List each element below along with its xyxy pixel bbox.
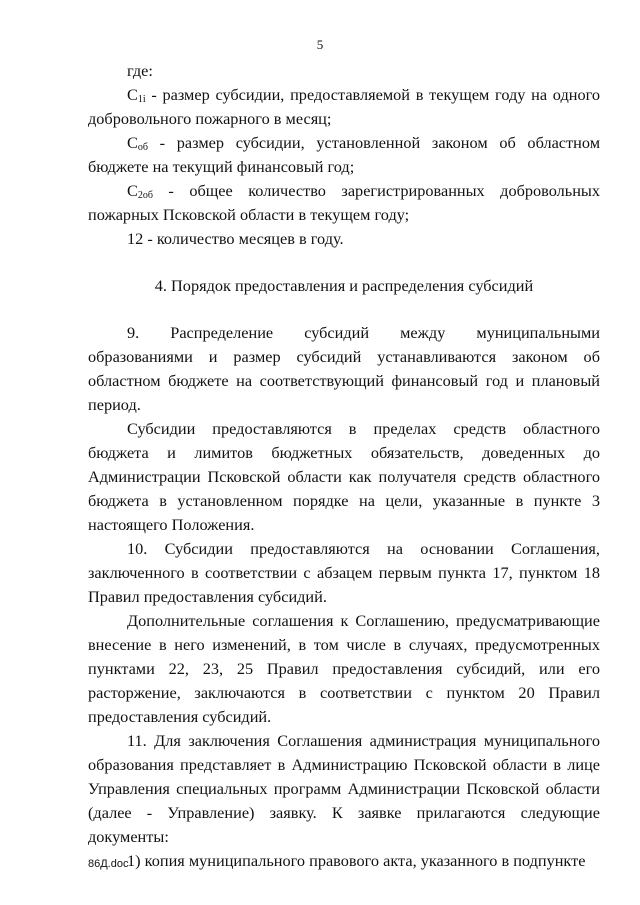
formula-definition-cob (88, 131, 600, 179)
paragraph-10: 10. Субсидии предоставляются на основании Соглашения, заключенного в соответствии с абзацем первым пункта 17, пунктом 18 Правил предоставления субсидий. (88, 539, 600, 606)
paragraph-11: 11. Для заключения Соглашения администрация муниципального образования представляет в Администрацию Псковской области в лице Управления специальных программ Администрации Псковской области (далее - Управление) заявку. К заявке прилагаются следующие документы: (88, 731, 600, 846)
list-item-1: 1) копия муниципального правового акта, указанного в подпункте (127, 851, 586, 870)
paragraph-subsidies-limits: Субсидии предоставляются в пределах средств областного бюджета и лимитов бюджетных обязательств, доведенных до Администрации Псковской области как получателя средств областного бюджета в установленном порядке на цели, указанные в пункте 3 настоящего Положения. (88, 419, 600, 534)
subscript-1i: 1i (137, 94, 146, 105)
subscript-ob: об (137, 142, 148, 153)
paragraph-9: 9. Распределение субсидий между муниципальными образованиями и размер субсидий устанавливаются законом об областном бюджете на соответствующий финансовый год и плановый период. (88, 323, 600, 414)
page-number: 5 (316, 37, 324, 52)
subscript-2ob: 2об (137, 190, 153, 201)
where-label: где: (127, 61, 153, 80)
symbol-c: С (127, 181, 138, 200)
definition-text: - размер субсидии, предоставляемой в текущем году на одного добровольного пожарного в месяц; (88, 85, 600, 128)
section-heading: 4. Порядок предоставления и распределения субсидий (154, 276, 534, 295)
footer-filename: 86Д.doc (88, 858, 129, 870)
formula-definition-c2ob (88, 179, 600, 227)
symbol-c: С (127, 133, 138, 152)
formula-definition-c1i (88, 83, 600, 131)
paragraph-additional-agreements: Дополнительные соглашения к Соглашению, предусматривающие внесение в него изменений, в том числе в случаях, предусмотренных пунктами 22, 23, 25 Правил предоставления субсидий, или его расторжение, заключаются в соответствии с пунктом 20 Правил предоставления субсидий. (88, 611, 600, 726)
definition-text: - общее количество зарегистрированных добровольных пожарных Псковской области в текущем году; (88, 181, 600, 224)
document-body (88, 59, 600, 873)
symbol-c: С (127, 85, 138, 104)
definition-text: - размер субсидии, установленной законом об областном бюджете на текущий финансовый год; (88, 133, 600, 176)
months-definition: 12 - количество месяцев в году. (127, 229, 344, 248)
